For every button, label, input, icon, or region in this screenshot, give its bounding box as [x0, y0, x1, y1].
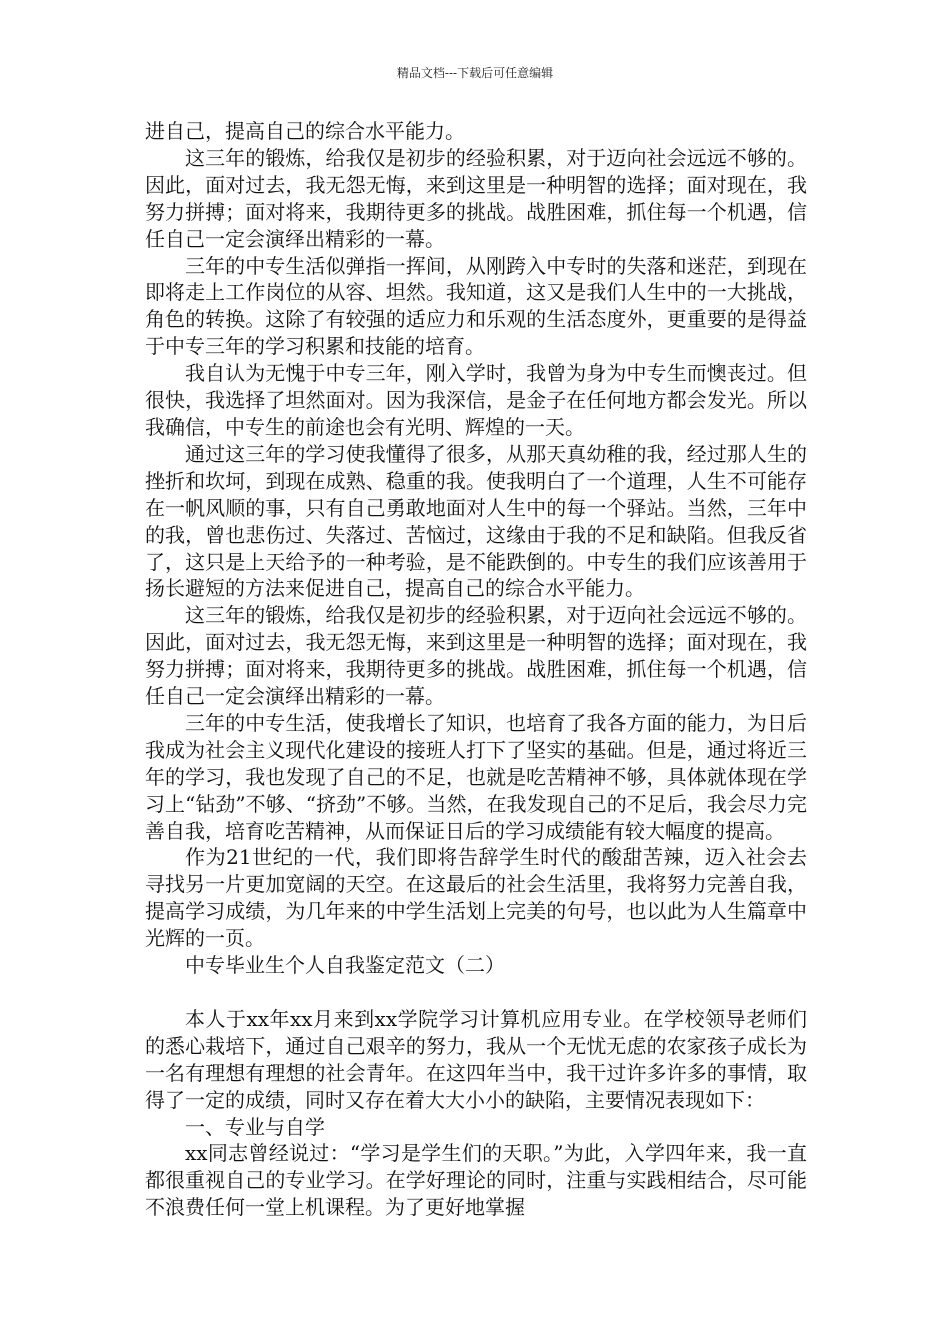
- paragraph-8: 作为21世纪的一代，我们即将告辞学生时代的酸甜苦辣，迈入社会去寻找另一片更加宽阔的天空。在这最后的社会生活里，我将努力完善自我，提高学习成绩，为几年来的中学生活划上完美的句号，也以此为人生篇章中光辉的一页。: [145, 845, 807, 951]
- paragraph-6: 这三年的锻炼，给我仅是初步的经验积累，对于迈向社会远远不够的。因此，面对过去，我无怨无悔，来到这里是一种明智的选择；面对现在，我努力拼搏；面对将来，我期待更多的挑战。战胜困难，抓住每一个机遇，信任自己一定会演绎出精彩的一幕。: [145, 603, 807, 709]
- page-header: 精品文档---下载后可任意编辑: [396, 66, 554, 80]
- document-body: [145, 118, 807, 1221]
- section-title: 中专毕业生个人自我鉴定范文（二）: [185, 953, 505, 978]
- paragraph-10: xx同志曾经说过：“学习是学生们的天职。”为此，入学四年来，我一直都很重视自己的专业学习。在学好理论的同时，注重与实践相结合，尽可能不浪费任何一堂上机课程。为了更好地掌握: [145, 1141, 807, 1220]
- paragraph-1: 进自己，提高自己的综合水平能力。: [145, 119, 465, 143]
- paragraph-5: 通过这三年的学习使我懂得了很多，从那天真幼稚的我，经过那人生的挫折和坎坷，到现在成熟、稳重的我。使我明白了一个道理，人生不可能存在一帆风顺的事，只有自己勇敢地面对人生中的每一个驿站。当然，三年中的我，曾也悲伤过、失落过、苦恼过，这缘由于我的不足和缺陷。但我反省了，这只是上天给予的一种考验，是不能跌倒的。中专生的我们应该善用于扬长避短的方法来促进自己，提高自己的综合水平能力。: [145, 441, 807, 601]
- blank-line: [145, 979, 807, 1006]
- subheading: 一、专业与自学: [185, 1114, 325, 1139]
- paragraph-7: 三年的中专生活，使我增长了知识，也培育了我各方面的能力，为日后我成为社会主义现代化建设的接班人打下了坚实的基础。但是，通过将近三年的学习，我也发现了自己的不足，也就是吃苦精神不够，具体就体现在学习上“钻劲”不够、“挤劲”不够。当然，在我发现自己的不足后，我会尽力完善自我，培育吃苦精神，从而保证日后的学习成绩能有较大幅度的提高。: [145, 710, 807, 843]
- paragraph-3: 三年的中专生活似弹指一挥间，从刚跨入中专时的失落和迷茫，到现在即将走上工作岗位的从容、坦然。我知道，这又是我们人生中的一大挑战，角色的转换。这除了有较强的适应力和乐观的生活态度外，更重要的是得益于中专三年的学习积累和技能的培育。: [145, 253, 807, 359]
- paragraph-4: 我自认为无愧于中专三年，刚入学时，我曾为身为中专生而懊丧过。但很快，我选择了坦然面对。因为我深信，是金子在任何地方都会发光。所以我确信，中专生的前途也会有光明、辉煌的一天。: [145, 361, 807, 439]
- paragraph-2: 这三年的锻炼，给我仅是初步的经验积累，对于迈向社会远远不够的。因此，面对过去，我无怨无悔，来到这里是一种明智的选择；面对现在，我努力拼搏；面对将来，我期待更多的挑战。战胜困难，抓住每一个机遇，信任自己一定会演绎出精彩的一幕。: [145, 145, 807, 251]
- paragraph-9: 本人于xx年xx月来到xx学院学习计算机应用专业。在学校领导老师们的悉心栽培下，通过自己艰辛的努力，我从一个无忧无虑的农家孩子成长为一名有理想有理想的社会青年。在这四年当中，我干过许多许多的事情，取得了一定的成绩，同时又存在着大大小小的缺陷，主要情况表现如下：: [145, 1006, 807, 1112]
